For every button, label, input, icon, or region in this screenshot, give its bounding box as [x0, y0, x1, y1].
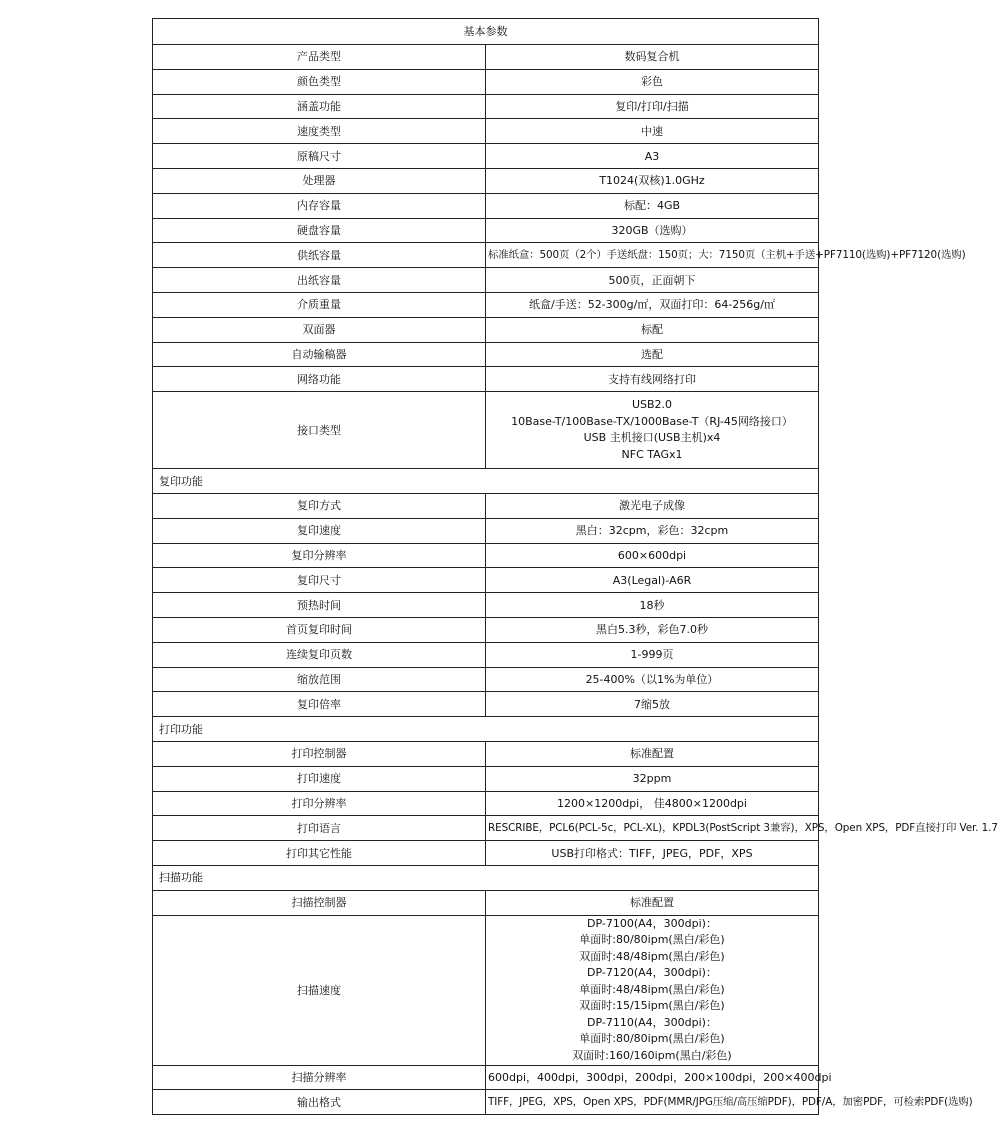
spec-value: 彩色 [486, 69, 819, 94]
spec-value: 数码复合机 [486, 45, 819, 70]
spec-value-line: 单面时:80/80ipm(黑白/彩色) [579, 1032, 725, 1046]
spec-label: 打印控制器 [153, 741, 486, 766]
spec-row [153, 493, 819, 518]
spec-value: 25-400%（以1%为单位） [486, 667, 819, 692]
spec-label: 自动输稿器 [153, 342, 486, 367]
spec-row [153, 568, 819, 593]
spec-row [153, 45, 819, 70]
spec-value-line: USB 主机接口(USB主机)x4 [583, 431, 721, 445]
spec-label: 硬盘容量 [153, 218, 486, 243]
interface-row [153, 392, 819, 469]
spec-label: 复印倍率 [153, 692, 486, 717]
spec-value-line: DP-7110(A4，300dpi)： [587, 1015, 717, 1029]
spec-label: 输出格式 [153, 1090, 486, 1115]
spec-row [153, 543, 819, 568]
spec-value: 320GB（选购） [486, 218, 819, 243]
spec-value: A3 [486, 144, 819, 169]
spec-label: 涵盖功能 [153, 94, 486, 119]
spec-value-line: DP-7120(A4，300dpi)： [587, 966, 717, 980]
spec-label: 速度类型 [153, 119, 486, 144]
spec-value-line: USB2.0 [631, 398, 673, 412]
spec-value-line: NFC TAGx1 [621, 447, 683, 461]
spec-row [153, 367, 819, 392]
spec-label: 复印尺寸 [153, 568, 486, 593]
spec-label: 打印其它性能 [153, 841, 486, 866]
spec-row [153, 144, 819, 169]
spec-value: RESCRIBE，PCL6(PCL-5c，PCL-XL)，KPDL3(PostScript 3兼容)，XPS，Open XPS，PDF直接打印 Ver. 1.7 [486, 816, 819, 841]
table-title-row [153, 19, 819, 45]
spec-label: 内存容量 [153, 193, 486, 218]
spec-value-line: 单面时:80/80ipm(黑白/彩色) [579, 933, 725, 947]
spec-value: 纸盒/手送：52-300g/㎡，双面打印：64-256g/㎡ [486, 292, 819, 317]
table-title: 基本参数 [153, 19, 819, 45]
scan-section-heading: 扫描功能 [153, 865, 819, 890]
spec-row [153, 816, 819, 841]
spec-value: 1200×1200dpi， 佳4800×1200dpi [486, 791, 819, 816]
spec-value: 18秒 [486, 593, 819, 618]
spec-label: 复印速度 [153, 518, 486, 543]
spec-row [153, 119, 819, 144]
spec-value: 1-999页 [486, 642, 819, 667]
spec-label: 扫描速度 [153, 915, 486, 1065]
spec-label: 预热时间 [153, 593, 486, 618]
spec-row [153, 342, 819, 367]
spec-label: 扫描控制器 [153, 890, 486, 915]
spec-value: 中速 [486, 119, 819, 144]
spec-row [153, 667, 819, 692]
spec-value: T1024(双核)1.0GHz [486, 168, 819, 193]
scan-section-heading-row [153, 865, 819, 890]
spec-value: A3(Legal)-A6R [486, 568, 819, 593]
spec-row [153, 841, 819, 866]
spec-row [153, 243, 819, 268]
spec-value: 选配 [486, 342, 819, 367]
copy-section-heading-row [153, 469, 819, 494]
spec-row [153, 617, 819, 642]
spec-row [153, 766, 819, 791]
spec-value: 7缩5放 [486, 692, 819, 717]
spec-label: 产品类型 [153, 45, 486, 70]
spec-value: 支持有线网络打印 [486, 367, 819, 392]
spec-label: 介质重量 [153, 292, 486, 317]
spec-label: 打印分辨率 [153, 791, 486, 816]
spec-label: 出纸容量 [153, 268, 486, 293]
spec-value [486, 392, 819, 469]
spec-value: 复印/打印/扫描 [486, 94, 819, 119]
spec-value: 标配：4GB [486, 193, 819, 218]
spec-label: 接口类型 [153, 392, 486, 469]
spec-row [153, 193, 819, 218]
spec-label: 缩放范围 [153, 667, 486, 692]
spec-row [153, 741, 819, 766]
spec-label: 连续复印页数 [153, 642, 486, 667]
spec-row [153, 593, 819, 618]
spec-value-line: 10Base-T/100Base-TX/1000Base-T（RJ-45网络接口） [511, 414, 793, 428]
spec-value: 激光电子成像 [486, 493, 819, 518]
print-section-heading: 打印功能 [153, 717, 819, 742]
spec-row [153, 1065, 819, 1090]
spec-row [153, 94, 819, 119]
spec-value-line: 双面时:15/15ipm(黑白/彩色) [579, 999, 725, 1013]
spec-value: 500页，正面朝下 [486, 268, 819, 293]
spec-value: 标准纸盒：500页（2个）手送纸盘：150页；大：7150页（主机+手送+PF7110(选购)+PF7120(选购) [486, 243, 819, 268]
spec-value-line: 单面时:48/48ipm(黑白/彩色) [579, 982, 725, 996]
spec-label: 复印方式 [153, 493, 486, 518]
spec-value: 黑白：32cpm，彩色：32cpm [486, 518, 819, 543]
spec-label: 首页复印时间 [153, 617, 486, 642]
spec-value: 标准配置 [486, 890, 819, 915]
spec-label: 打印语言 [153, 816, 486, 841]
spec-value: TIFF，JPEG，XPS，Open XPS，PDF(MMR/JPG压缩/高压缩PDF)，PDF/A，加密PDF，可检索PDF(选购) [486, 1090, 819, 1115]
spec-value: USB打印格式：TIFF，JPEG，PDF，XPS [486, 841, 819, 866]
scan-speed-row [153, 915, 819, 1065]
spec-row [153, 317, 819, 342]
spec-row [153, 890, 819, 915]
print-section-heading-row [153, 717, 819, 742]
spec-row [153, 218, 819, 243]
spec-label: 处理器 [153, 168, 486, 193]
spec-value-line: DP-7100(A4，300dpi)： [587, 916, 717, 930]
spec-label: 双面器 [153, 317, 486, 342]
spec-value: 32ppm [486, 766, 819, 791]
spec-label: 颜色类型 [153, 69, 486, 94]
spec-label: 网络功能 [153, 367, 486, 392]
spec-table [152, 18, 998, 1115]
spec-row [153, 292, 819, 317]
spec-row [153, 268, 819, 293]
spec-label: 扫描分辨率 [153, 1065, 486, 1090]
spec-row [153, 1090, 819, 1115]
spec-row [153, 692, 819, 717]
spec-row [153, 642, 819, 667]
spec-label: 复印分辨率 [153, 543, 486, 568]
copy-section-heading: 复印功能 [153, 469, 819, 494]
spec-row [153, 518, 819, 543]
spec-value: 标准配置 [486, 741, 819, 766]
spec-value-line: 双面时:48/48ipm(黑白/彩色) [579, 949, 725, 963]
spec-value: 黑白5.3秒，彩色7.0秒 [486, 617, 819, 642]
spec-row [153, 69, 819, 94]
spec-label: 原稿尺寸 [153, 144, 486, 169]
spec-value: 600×600dpi [486, 543, 819, 568]
spec-value: 标配 [486, 317, 819, 342]
spec-value-line: 双面时:160/160ipm(黑白/彩色) [572, 1048, 732, 1062]
spec-row [153, 168, 819, 193]
spec-label: 打印速度 [153, 766, 486, 791]
spec-value: 600dpi，400dpi，300dpi，200dpi，200×100dpi，200×400dpi [486, 1065, 819, 1090]
spec-value [486, 915, 819, 1065]
spec-label: 供纸容量 [153, 243, 486, 268]
spec-row [153, 791, 819, 816]
